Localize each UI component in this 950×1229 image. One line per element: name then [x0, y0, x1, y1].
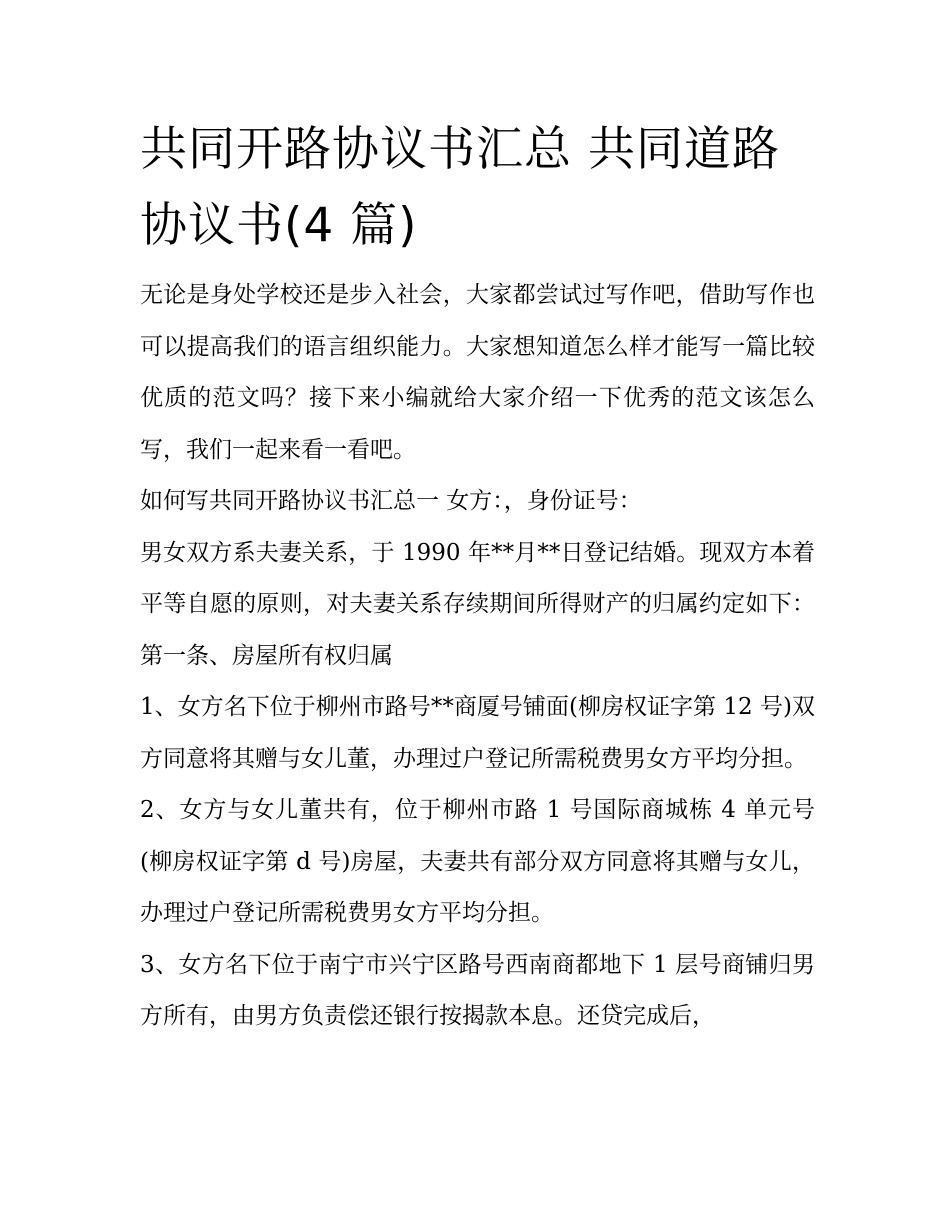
body-paragraph: 男女双方系夫妻关系，于 1990 年**月**日登记结婚。现双方本着平等自愿的原则，对夫妻关系存续期间所得财产的归属约定如下： 第一条、房屋所有权归属: [140, 539, 815, 669]
section-heading-paragraph: 如何写共同开路协议书汇总一 女方：，身份证号：: [140, 488, 642, 514]
clause-1-paragraph: 1、女方名下位于柳州市路号**商厦号铺面(柳房权证字第 12 号)双方同意将其赠与女儿董，办理过户登记所需税费男女方平均分担。: [140, 694, 815, 772]
clause-2-paragraph: 2、女方与女儿董共有，位于柳州市路 1 号国际商城栋 4 单元号(柳房权证字第 d 号)房屋，夫妻共有部分双方同意将其赠与女儿，办理过户登记所需税费男女方平均分担。: [140, 797, 815, 926]
document-title: 共同开路协议书汇总 共同道路协议书(4 篇): [140, 122, 780, 253]
clause-3-paragraph: 3、女方名下位于南宁市兴宁区路号西南商都地下 1 层号商铺归男方所有，由男方负责偿还银行按揭款本息。还贷完成后，: [140, 951, 815, 1029]
document-page: [140, 112, 815, 1043]
intro-paragraph: 无论是身处学校还是步入社会，大家都尝试过写作吧，借助写作也可以提高我们的语言组织能力。大家想知道怎么样才能写一篇比较优质的范文吗？接下来小编就给大家介绍一下优秀的范文该怎么写，我们一起来看一看吧。: [140, 282, 815, 463]
